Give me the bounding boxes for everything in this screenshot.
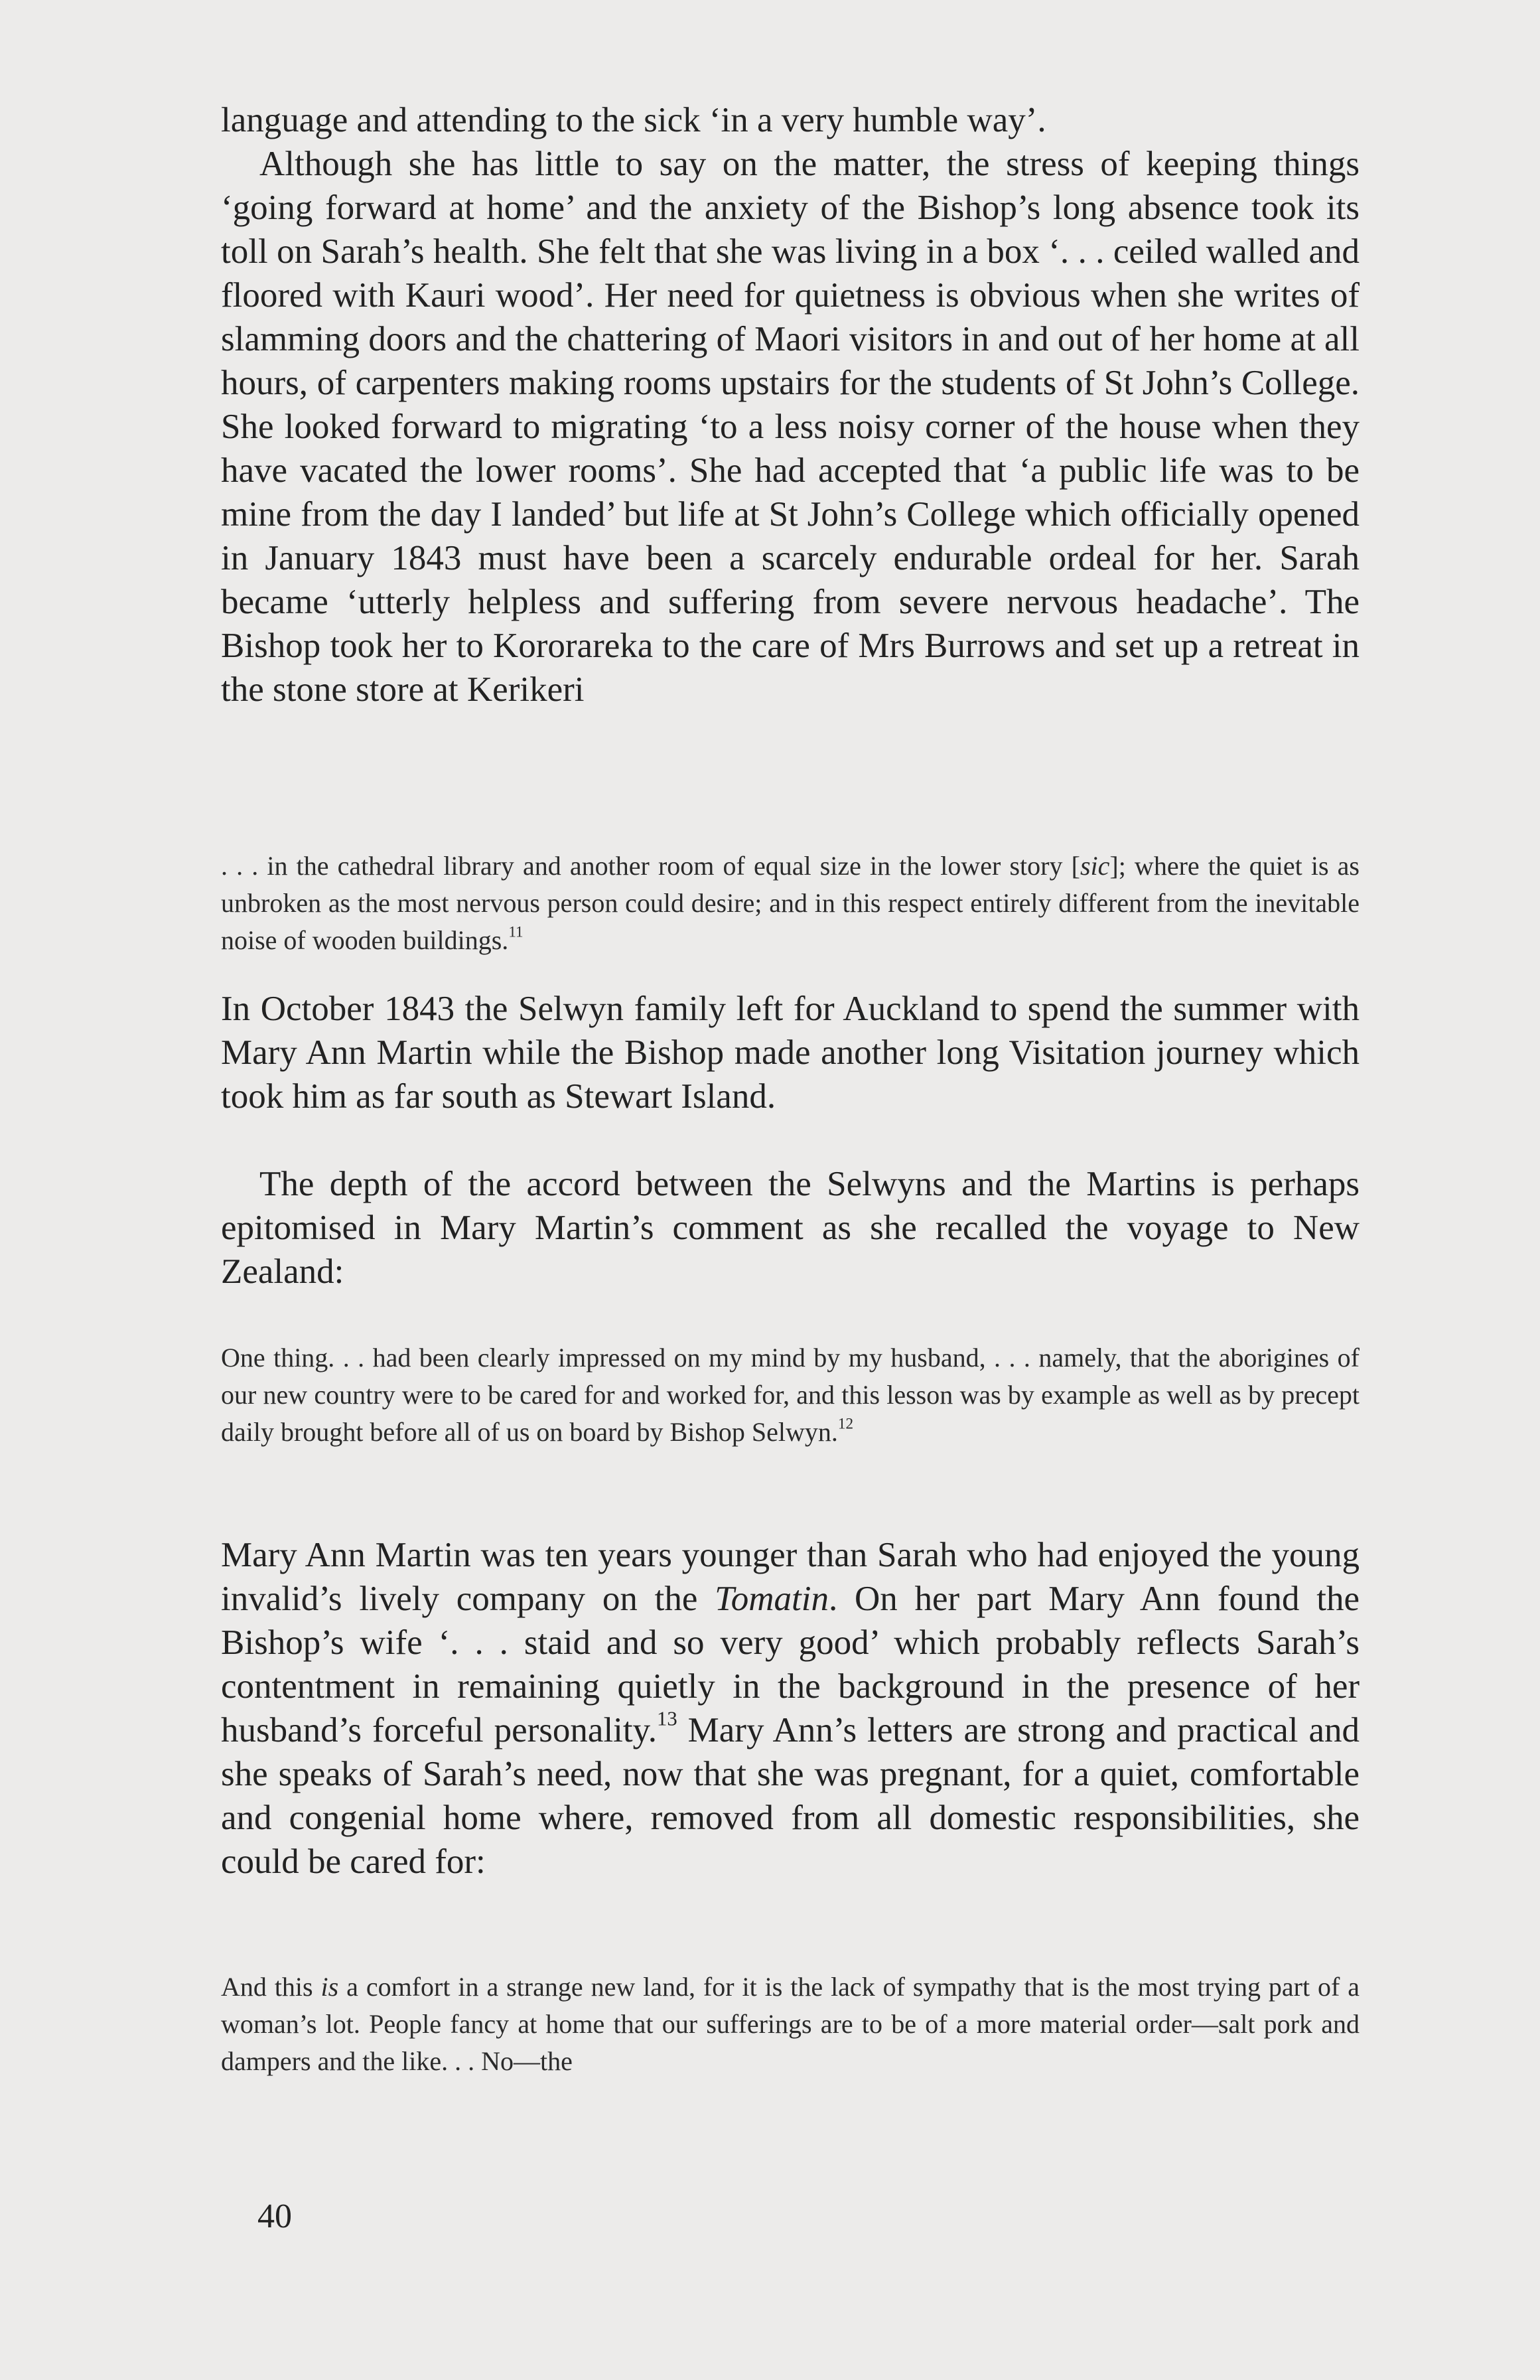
- text-run: In October 1843 the Selwyn family left for Auckland to spend the summer with Mary Ann Martin while the Bishop made another long Visitation journey which took him as far south as Stewart Island.: [221, 990, 1360, 1116]
- paragraph-sarah-health: [221, 142, 1360, 711]
- text-run: ]; where the quiet is as unbroken as the most nervous person could desire; and in this respect entirely different from the inevitable noise of wooden buildings.: [221, 851, 1360, 955]
- text-run: a comfort in a strange new land, for it is the lack of sympathy that is the most trying part of a woman’s lot. People fancy at home that our sufferings are to be of a more material order—salt pork and dampers and the like. . . No—the: [221, 1972, 1360, 2076]
- footnote-reference: 12: [837, 1415, 854, 1433]
- text-run: One thing. . . had been clearly impressed on my mind by my husband, . . . namely, that the aborigines of our new country were to be cared for and worked for, and this lesson was by example as well as by precept daily brought before all of us on board by Bishop Selwyn.: [221, 1343, 1360, 1447]
- block-quote-comfort: [221, 1969, 1360, 2080]
- footnote-reference: 13: [656, 1707, 677, 1730]
- italic-text: Tomatin: [715, 1580, 829, 1618]
- paragraph-october-1843: [221, 987, 1360, 1118]
- text-run: The depth of the accord between the Selwyns and the Martins is perhaps epitomised in Mary Martin’s comment as she recalled the voyage to New Zealand:: [221, 1165, 1360, 1291]
- text-run: Mary Ann Martin was ten years younger than Sarah who had enjoyed the young invalid’s lively company on the: [221, 1536, 1360, 1618]
- block-quote-mary-martin: [221, 1339, 1360, 1451]
- paragraph-opening: [221, 98, 1360, 142]
- text-run: . . . in the cathedral library and another room of equal size in the lower story [: [221, 851, 1080, 881]
- italic-text: sic: [1080, 851, 1110, 881]
- italic-text: is: [320, 1972, 339, 2002]
- page-number: 40: [257, 2197, 292, 2235]
- text-run: language and attending to the sick ‘in a very humble way’.: [221, 101, 1046, 139]
- text-run: Mary Ann’s letters are strong and practical and she speaks of Sarah’s need, now that she was pregnant, for a quiet, comfortable and congenial home where, removed from all domestic responsibilities, she could be cared for:: [221, 1711, 1360, 1881]
- paragraph-accord: [221, 1162, 1360, 1294]
- text-run: Although she has little to say on the matter, the stress of keeping things ‘going forward at home’ and the anxiety of the Bishop’s long absence took its toll on Sarah’s health. She felt that she was living in a box ‘. . . ceiled walled and floored with Kauri wood’. Her need for quietness is obvious when she writes of slamming doors and the chattering of Maori visitors in and out of her home at all hours, of carpenters making rooms upstairs for the students of St John’s College. She looked forward to migrating ‘to a less noisy corner of the house when they have vacated the lower rooms’. She had accepted that ‘a public life was to be mine from the day I landed’ but life at St John’s College which officially opened in January 1843 must have been a scarcely endurable ordeal for her. Sarah became ‘utterly helpless and suffering from severe nervous headache’. The Bishop took her to Kororareka to the care of Mrs Burrows and set up a retreat in the stone store at Kerikeri: [221, 145, 1360, 709]
- text-run: And this: [221, 1972, 321, 2002]
- footnote-reference: 11: [508, 923, 524, 941]
- text-run: . On her part Mary Ann found the Bishop’s wife ‘. . . staid and so very good’ which probably reflects Sarah’s contentment in remaining quietly in the background in the presence of her husband’s forceful personality.: [221, 1580, 1360, 1749]
- paragraph-mary-ann-martin: [221, 1533, 1360, 1884]
- block-quote-kerikeri: [221, 848, 1360, 959]
